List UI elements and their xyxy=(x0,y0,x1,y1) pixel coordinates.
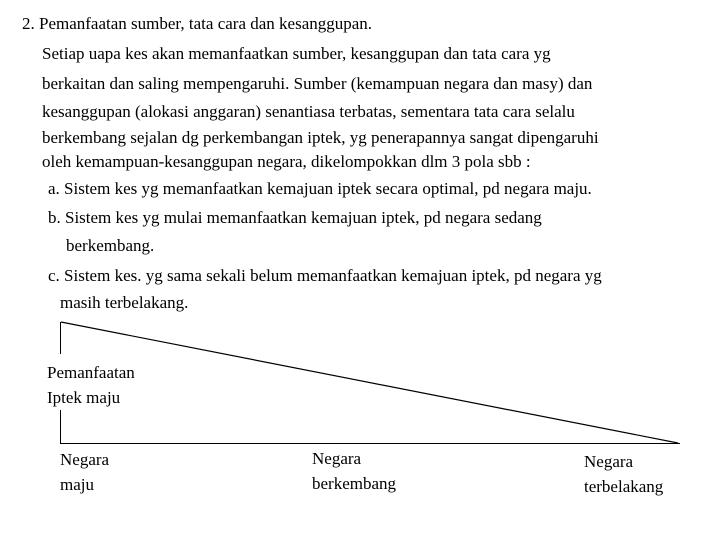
category-label-maju xyxy=(60,447,109,497)
category-label-terbelakang xyxy=(584,449,663,499)
category-label-line: Negara xyxy=(60,450,110,469)
category-label-line: Negara xyxy=(584,452,634,471)
paragraph-line: kesanggupan (alokasi anggaran) senantiasa terbatas, sementara tata cara selalu xyxy=(42,102,575,121)
axis-label xyxy=(47,360,135,410)
category-label-line: terbelakang xyxy=(584,477,664,496)
category-label-line: Negara xyxy=(312,449,362,468)
paragraph-line: oleh kemampuan-kesanggupan negara, dikelompokkan dlm 3 pola sbb : xyxy=(42,152,531,171)
list-item-b: b. Sistem kes yg mulai memanfaatkan kemajuan iptek, pd negara sedang xyxy=(48,208,542,227)
paragraph-line: berkembang sejalan dg perkembangan iptek, yg penerapannya sangat dipengaruhi xyxy=(42,128,599,147)
axis-label-line: Pemanfaatan xyxy=(47,363,135,382)
category-label-line: berkembang xyxy=(312,474,397,493)
axis-label-line: Iptek maju xyxy=(47,388,121,407)
list-item-c-continuation: masih terbelakang. xyxy=(60,293,189,312)
list-item-b-continuation: berkembang. xyxy=(66,236,155,255)
category-label-line: maju xyxy=(60,475,94,494)
list-item-a: a. Sistem kes yg memanfaatkan kemajuan iptek secara optimal, pd negara maju. xyxy=(48,179,592,198)
section-heading: 2. Pemanfaatan sumber, tata cara dan kesanggupan. xyxy=(22,14,373,33)
paragraph-line: berkaitan dan saling mempengaruhi. Sumber (kemampuan negara dan masy) dan xyxy=(42,74,593,93)
decline-line xyxy=(61,322,678,443)
paragraph-line: Setiap uapa kes akan memanfaatkan sumber, kesanggupan dan tata cara yg xyxy=(42,44,551,63)
list-item-c: c. Sistem kes. yg sama sekali belum memanfaatkan kemajuan iptek, pd negara yg xyxy=(48,266,602,285)
category-label-berkembang xyxy=(312,446,396,496)
